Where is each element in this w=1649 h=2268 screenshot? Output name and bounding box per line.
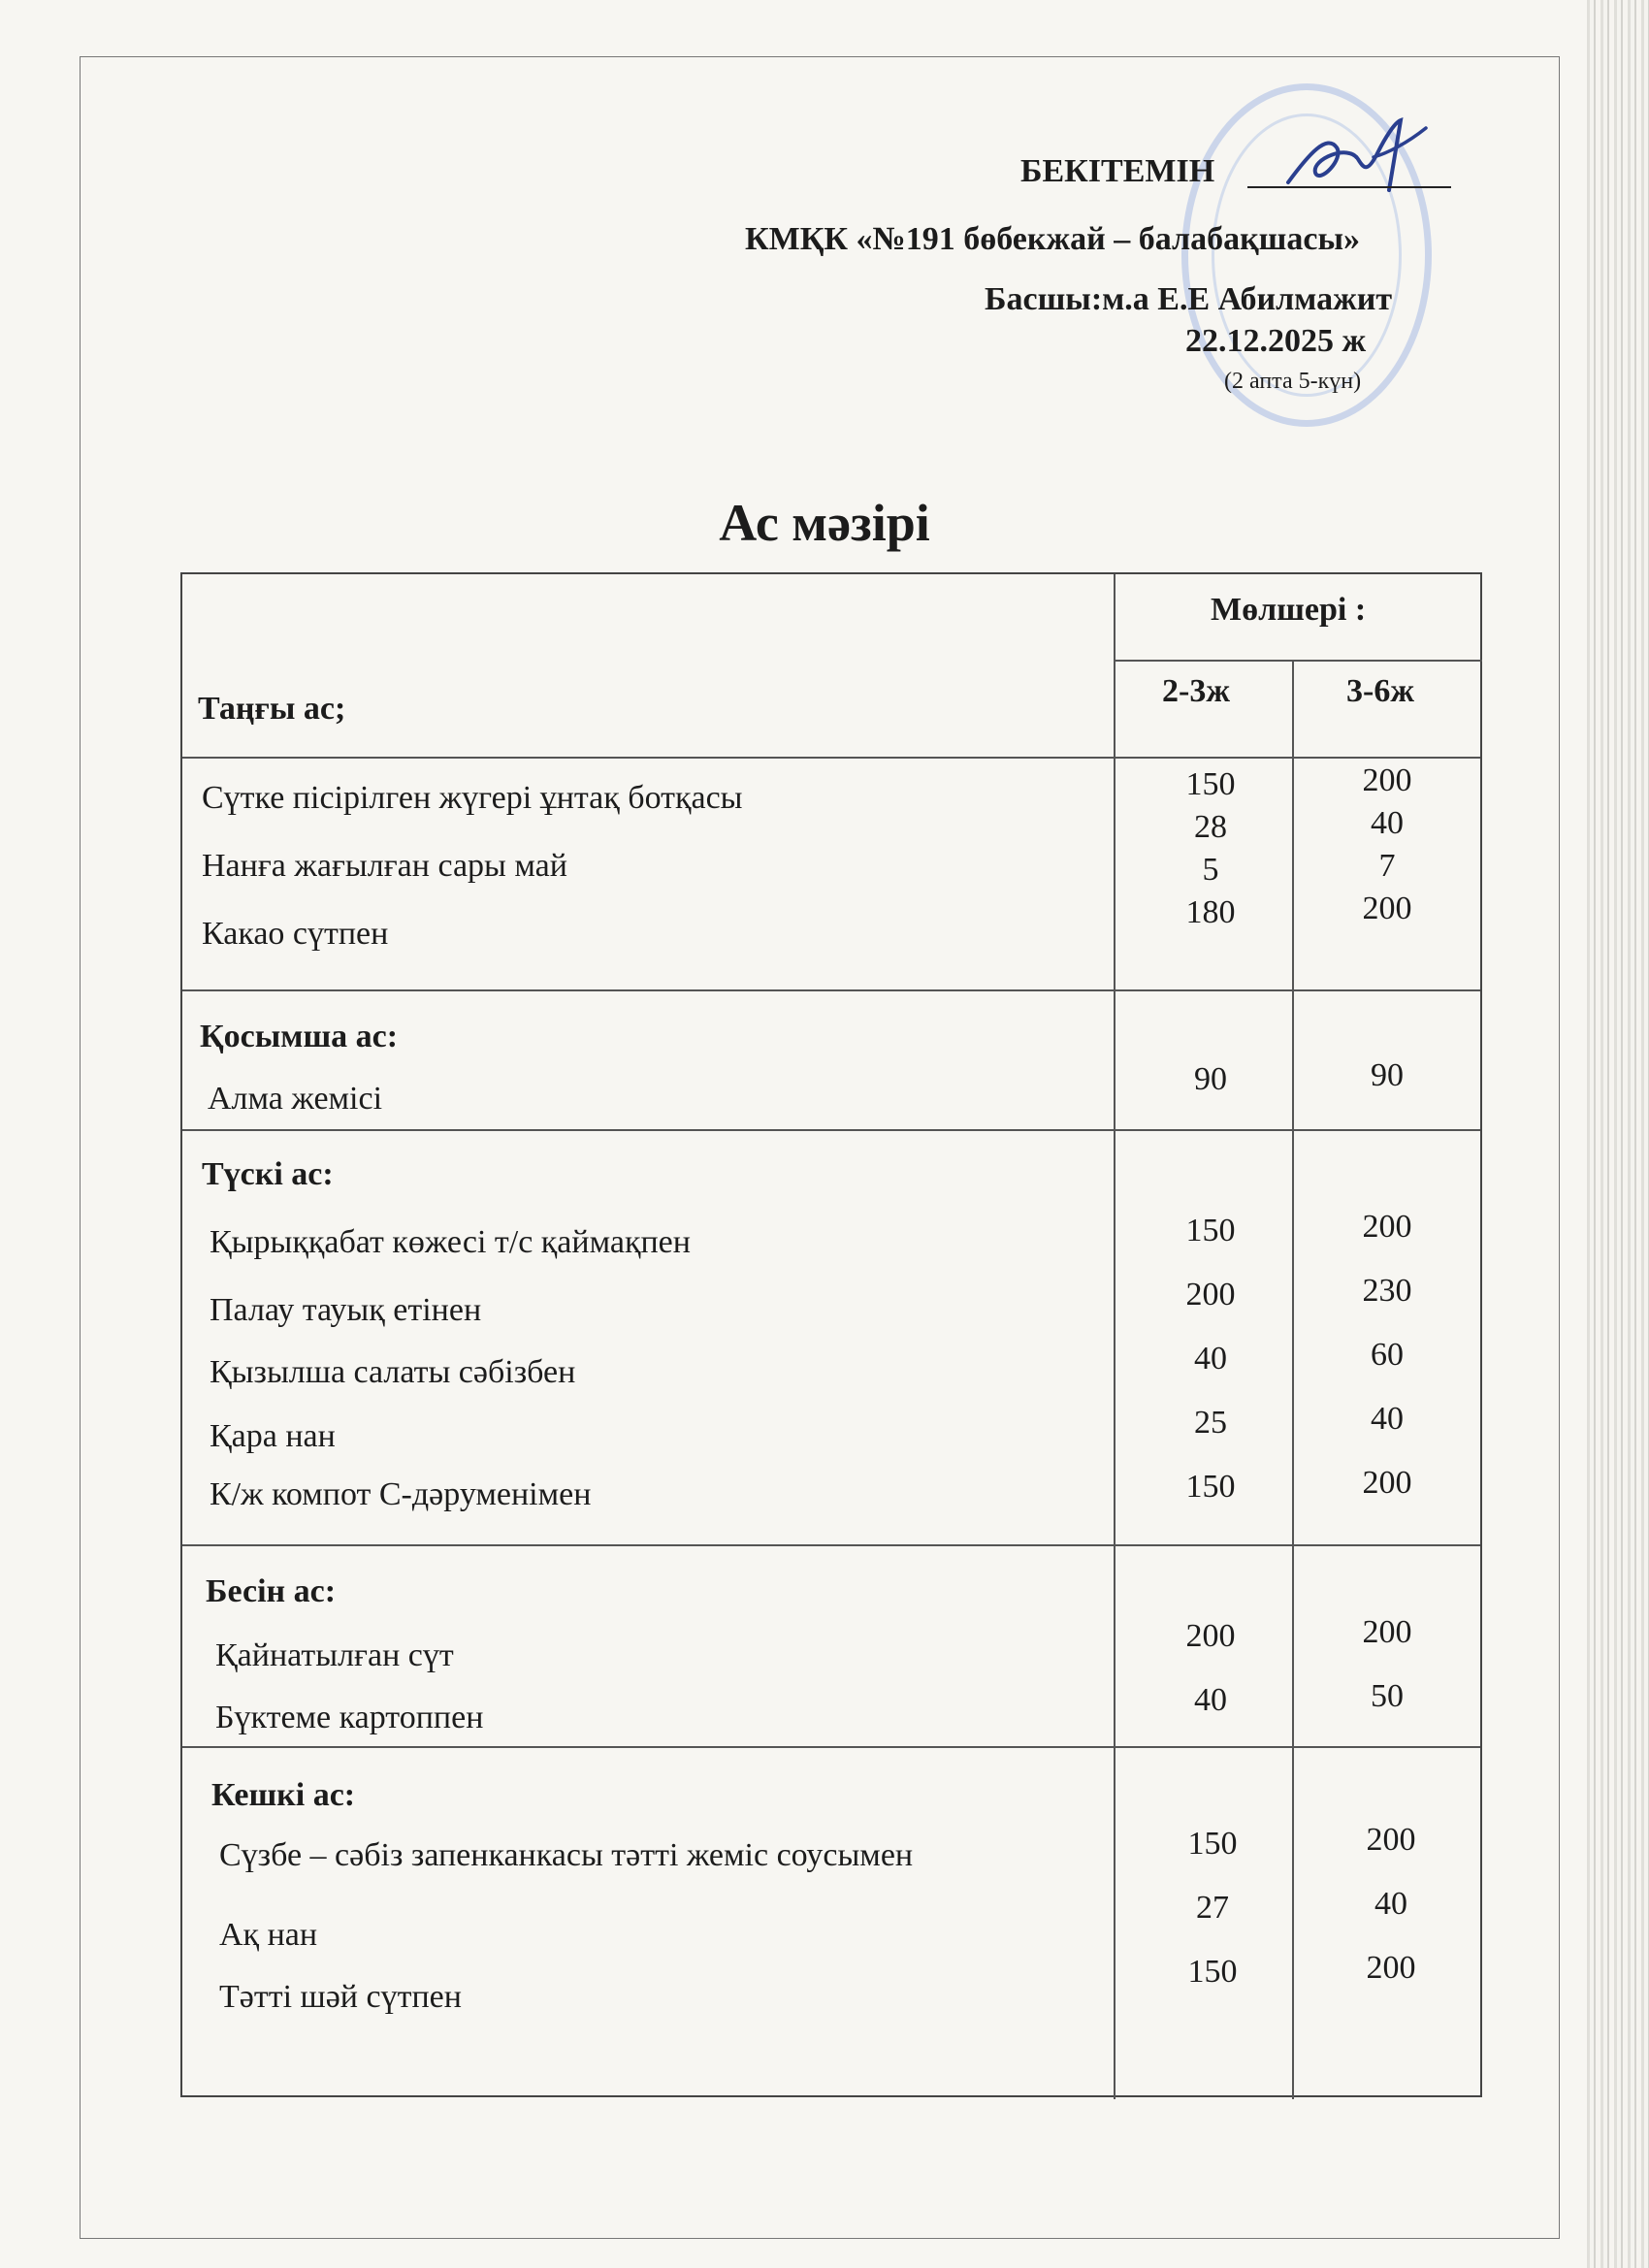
menu-item-amount-3-6: 200 xyxy=(1362,762,1412,798)
section-title: Бесін ас: xyxy=(206,1573,337,1609)
menu-item-amount-3-6: 60 xyxy=(1371,1337,1404,1373)
section-divider-2 xyxy=(182,1129,1480,1131)
menu-item-amount-2-3: 90 xyxy=(1194,1061,1227,1097)
menu-item-amount-3-6: 200 xyxy=(1366,1822,1416,1858)
menu-item-amount-3-6: 7 xyxy=(1378,848,1396,884)
age-column-2-header: 3-6ж xyxy=(1346,673,1414,709)
scan-edge xyxy=(1587,0,1649,2268)
menu-item-name: Нанға жағылған сары май xyxy=(202,848,567,884)
menu-item-amount-3-6: 200 xyxy=(1362,1465,1412,1501)
signature-line xyxy=(1247,186,1451,188)
menu-item-name: Алма жемісі xyxy=(208,1081,383,1117)
section-title: Қосымша ас: xyxy=(200,1019,399,1054)
column-divider-1 xyxy=(1114,574,1116,2099)
menu-item-amount-2-3: 25 xyxy=(1194,1405,1227,1441)
menu-item-amount-3-6: 200 xyxy=(1366,1950,1416,1986)
section-title: Кешкі ас: xyxy=(211,1777,356,1813)
menu-item-amount-2-3: 150 xyxy=(1185,766,1236,802)
section-divider-3 xyxy=(182,1544,1480,1546)
amount-header: Мөлшері : xyxy=(1211,592,1367,628)
menu-item-amount-2-3: 200 xyxy=(1185,1618,1236,1654)
menu-item-name: Бүктеме картоппен xyxy=(215,1700,484,1735)
menu-item-amount-3-6: 200 xyxy=(1362,1614,1412,1650)
header-divider xyxy=(182,757,1480,759)
menu-item-amount-2-3: 150 xyxy=(1185,1213,1236,1248)
menu-item-name: Қызылша салаты сәбізбен xyxy=(210,1354,576,1390)
approve-label: БЕКІТЕМІН xyxy=(1020,153,1215,189)
organization-name: КМҚК «№191 бөбекжай – балабақшасы» xyxy=(745,221,1360,257)
column-divider-2 xyxy=(1292,660,1294,2099)
menu-item-amount-3-6: 40 xyxy=(1371,1401,1404,1437)
menu-item-amount-3-6: 230 xyxy=(1362,1273,1412,1309)
menu-item-amount-2-3: 200 xyxy=(1185,1277,1236,1312)
menu-table xyxy=(180,572,1482,2097)
approval-date: 22.12.2025 ж xyxy=(1185,323,1367,359)
menu-item-amount-2-3: 40 xyxy=(1194,1682,1227,1718)
menu-item-amount-3-6: 40 xyxy=(1374,1886,1407,1922)
head-name: Басшы:м.а Е.Е Абилмажит xyxy=(985,281,1393,317)
menu-item-name: Ақ нан xyxy=(219,1917,318,1953)
menu-item-name: Сүтке пісірілген жүгері ұнтақ ботқасы xyxy=(202,780,743,816)
header-sub-divider xyxy=(1114,660,1482,662)
menu-item-amount-3-6: 90 xyxy=(1371,1057,1404,1093)
menu-item-amount-2-3: 150 xyxy=(1187,1954,1238,1990)
menu-item-amount-2-3: 5 xyxy=(1202,852,1219,888)
menu-item-amount-2-3: 27 xyxy=(1196,1890,1229,1926)
menu-item-amount-2-3: 150 xyxy=(1185,1469,1236,1505)
page-title: Ас мәзірі xyxy=(719,494,930,552)
section-divider-4 xyxy=(182,1746,1480,1748)
menu-item-amount-2-3: 40 xyxy=(1194,1341,1227,1377)
menu-item-name: Қайнатылған сүт xyxy=(215,1637,454,1673)
age-column-1-header: 2-3ж xyxy=(1162,673,1230,709)
menu-item-name: Палау тауық етінен xyxy=(210,1292,482,1328)
section-title: Түскі ас: xyxy=(202,1156,334,1192)
menu-item-amount-3-6: 50 xyxy=(1371,1678,1404,1714)
menu-item-name: Қара нан xyxy=(210,1418,336,1454)
menu-item-amount-2-3: 180 xyxy=(1185,894,1236,930)
menu-item-amount-3-6: 200 xyxy=(1362,1209,1412,1245)
menu-item-name: Тәтті шәй сүтпен xyxy=(219,1979,462,2015)
menu-item-name: Какао сүтпен xyxy=(202,916,389,952)
menu-item-name: Қырыққабат көжесі т/с қаймақпен xyxy=(210,1224,691,1260)
menu-item-name: Сүзбе – сәбіз запенканкасы тәтті жеміс соусымен xyxy=(219,1837,914,1873)
menu-item-amount-3-6: 200 xyxy=(1362,891,1412,926)
week-day: (2 апта 5-күн) xyxy=(1224,369,1362,394)
menu-item-amount-3-6: 40 xyxy=(1371,805,1404,841)
menu-item-amount-2-3: 28 xyxy=(1194,809,1227,845)
section-divider-1 xyxy=(182,989,1480,991)
signature xyxy=(1280,114,1436,202)
menu-item-amount-2-3: 150 xyxy=(1187,1826,1238,1862)
breakfast-header: Таңғы ас; xyxy=(198,691,346,727)
menu-item-name: К/ж компот С-дәруменімен xyxy=(210,1476,592,1512)
